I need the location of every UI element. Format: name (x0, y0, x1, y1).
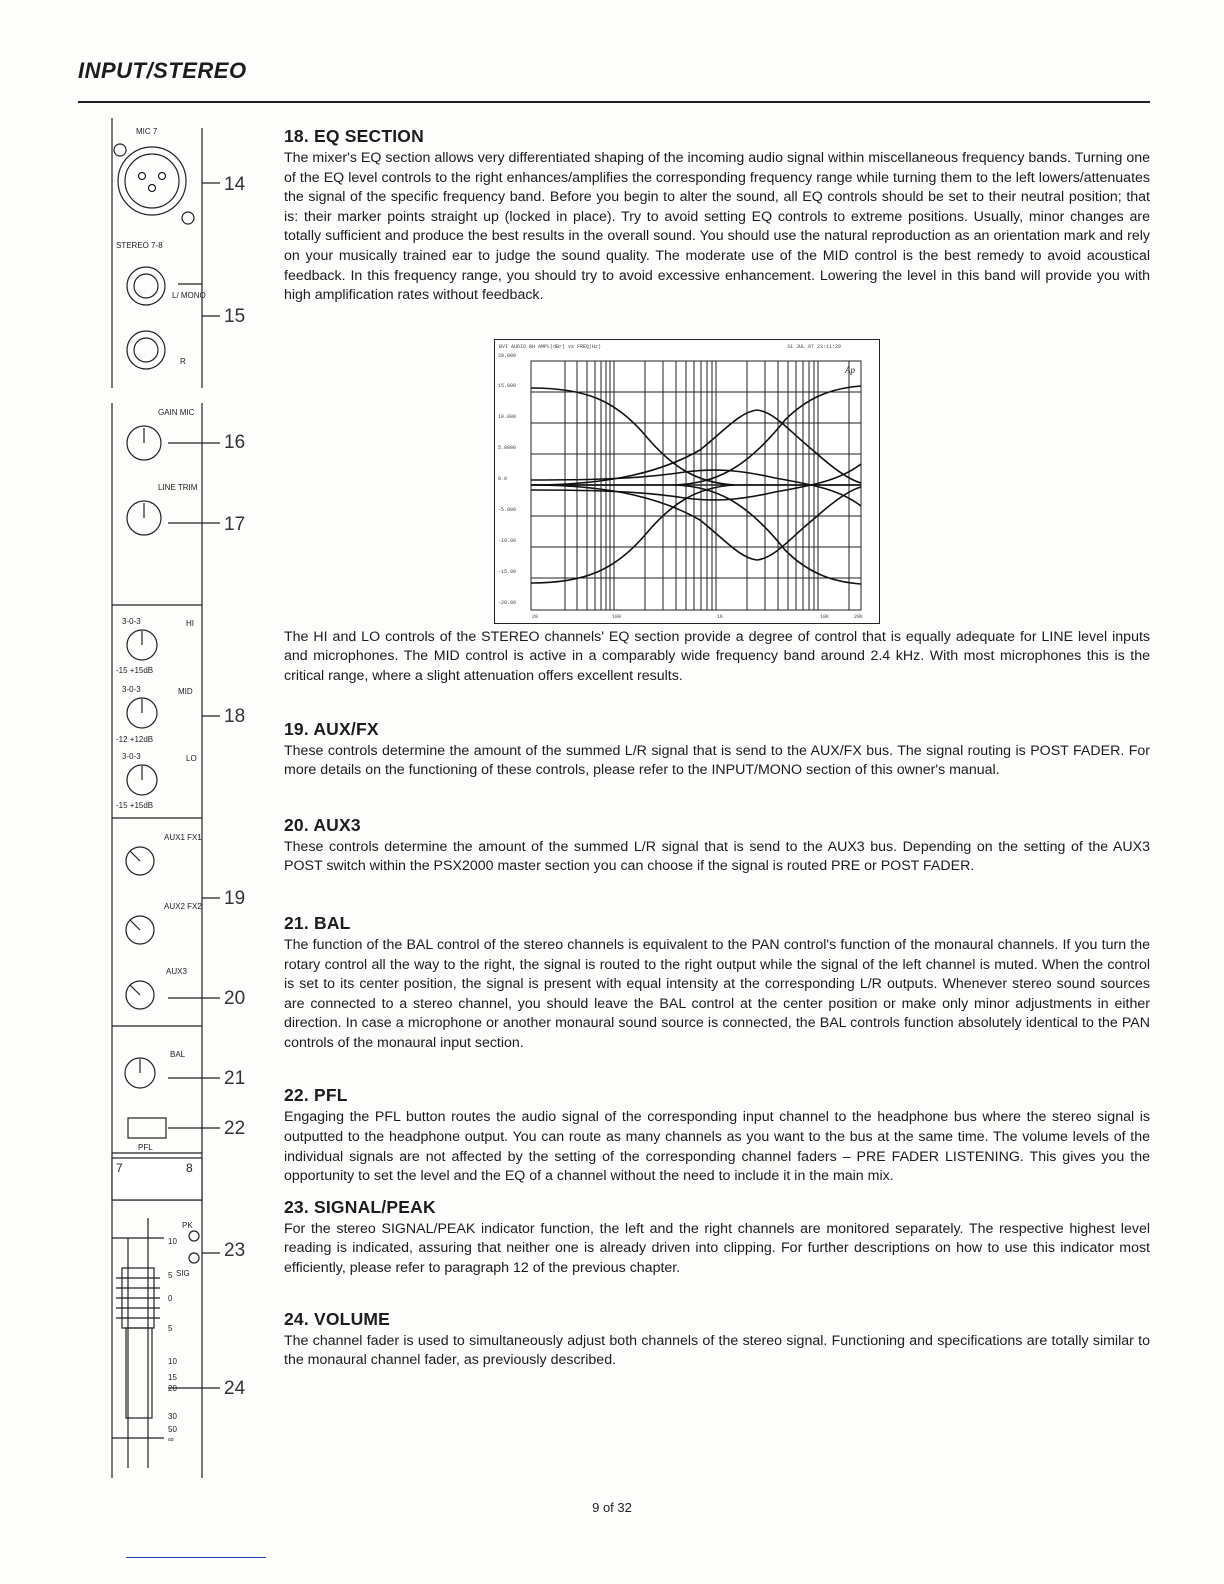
section-aux3-body: These controls determine the amount of the summed L/R signal that is send to the AUX3 bus. Depending on the setting of the AUX3 POST switch within the PSX2000 master section you can choose if the signal is routed PRE or POST FADER. (284, 838, 1150, 875)
section-signal-peak-body: For the stereo SIGNAL/PEAK indicator function, the left and the right channels are monitored separately. The respective highest level reading is indicated, assuring that neither one is already driven into clipping. For further descriptions on how to use this indicator most efficiently, please refer to paragraph 12 of the previous chapter. (284, 1220, 1150, 1277)
strip-mic-label: MIC 7 (136, 127, 158, 136)
callout-19: 19 (224, 888, 246, 909)
section-volume-body: The channel fader is used to simultaneously adjust both channels of the stereo signal. Functioning and specifications are totally similar to the monaural channel fader, as previously described. (284, 1332, 1150, 1369)
graph-xtick-1k: 1k (717, 614, 724, 620)
section-aux3-heading: 20. AUX3 (284, 814, 361, 835)
section-aux-fx-body: These controls determine the amount of the summed L/R signal that is send to the AUX/FX bus. The signal routing is POST FADER. For more details on the functioning of these controls, please refer to the INPUT/MONO section of this owner's manual. (284, 742, 1150, 779)
strip-hi-label: HI (186, 619, 194, 628)
section-bal (284, 913, 1150, 1054)
strip-l-mono-label: L/ MONO (172, 291, 206, 300)
strip-eq-range-lo: -15 +15dB (116, 801, 154, 810)
callout-22: 22 (224, 1118, 246, 1139)
page-header-title: INPUT/STEREO (78, 58, 247, 83)
fader-tick-30: 30 (168, 1412, 177, 1421)
strip-sig-label: SIG (176, 1269, 190, 1278)
callout-21: 21 (224, 1068, 246, 1089)
section-eq-continued-body: The HI and LO controls of the STEREO channels' EQ section provide a degree of control that is equally adequate for LINE level inputs and microphones. The MID control is active in a comparably wide frequency band around 2.4 kHz. With most microphones this is the critical range, where a slight attenuation offers excellent results. (284, 628, 1150, 684)
section-signal-peak-heading: 23. SIGNAL/PEAK (284, 1196, 436, 1217)
strip-eq-scale-lo: 3-0-3 (122, 752, 141, 761)
callout-17: 17 (224, 514, 246, 535)
graph-xtick-20: 20 (532, 614, 539, 620)
fader-tick-inf: ∞ (168, 1435, 174, 1444)
channel-strip-illustration (108, 118, 230, 1498)
strip-r-label: R (180, 357, 186, 366)
page-number: 9 of 32 (592, 1500, 632, 1515)
section-eq-heading: 18. EQ SECTION (284, 126, 424, 146)
graph-ytick-5: 5.0000 (498, 445, 517, 451)
strip-gain-label: GAIN MIC (158, 408, 195, 417)
strip-mid-label: MID (178, 687, 193, 696)
section-pfl-heading: 22. PFL (284, 1085, 348, 1106)
section-aux3 (284, 815, 1150, 877)
section-pfl-body: Engaging the PFL button routes the audio signal of the corresponding input channel to the headphone bus where the stereo signal is outputted to the headphone output. You can route as many channels as you want to the bus at the same time. The volume levels of the individual signals are not affected by the setting of the corresponding channel faders – PRE FADER LISTENING. This gives you the opportunity to set the level and the EQ of a channel without the need to include it in the main mix. (284, 1109, 1150, 1185)
strip-eq-scale-hi: 3-0-3 (122, 617, 141, 626)
section-eq-continued (284, 628, 1150, 687)
strip-channel-right: 8 (186, 1161, 193, 1175)
section-eq (284, 126, 1150, 306)
graph-ytick-20: 20.000 (498, 353, 517, 359)
graph-ytick-0: 0.0 (498, 476, 508, 482)
section-signal-peak (284, 1197, 1150, 1279)
graph-xtick-10k: 10k (820, 614, 830, 620)
graph-ytick-m15: -15.00 (498, 569, 517, 575)
callout-14: 14 (224, 174, 246, 195)
graph-ytick-m20: -20.00 (498, 600, 517, 606)
eq-response-graph (494, 339, 880, 624)
callout-18: 18 (224, 706, 246, 727)
fader-tick-0: 0 (168, 1294, 173, 1303)
strip-stereo-label: STEREO 7-8 (116, 241, 163, 250)
section-eq-body: The mixer's EQ section allows very differentiated shaping of the incoming audio signal within miscellaneous frequency bands. Turning one of the EQ level controls to the right enhances/amplifies the corresponding frequency range while turning them to the left lowers/attenuates the signal of the specific frequency band. Before you begin to alter the sound, all EQ controls should be set to their neutral position; that is: their marker points straight up (locked in place). Try to avoid setting EQ controls to extreme positions. Usually, minor changes are totally sufficient and produce the best results in the overall sound. You should use the natural reproduction as an orientation mark and rely on your musically trained ear to judge the sound quality. The moderate use of the MID control is the best remedy to avoid acoustical feedback. In this frequency range, you should try to avoid excessive enhancement. Lowering the level in this band will provide you with high amplification rates without feedback. (284, 150, 1150, 304)
strip-bal-label: BAL (170, 1050, 186, 1059)
strip-eq-scale-mid: 3-0-3 (122, 685, 141, 694)
graph-ap-logo: Ap (845, 365, 855, 375)
callout-20: 20 (224, 988, 246, 1009)
fader-tick-10-top: 10 (168, 1237, 177, 1246)
section-bal-body: The function of the BAL control of the stereo channels is equivalent to the PAN control's function of the monaural channels. If you turn the rotary control all the way to the right, the signal is routed to the right output while the signal of the left channel is muted. When the control is set to its center position, the signal is present with equal intensity at the corresponding L/R outputs. Whenever stereo sound sources are connected to a stereo channel, you should leave the BAL control at the center position or make only minor adjustments in either direction. In case a microphone or another monaural sound source is connected, the BAL controls function absolutely identical to the PAN controls of the monaural input section. (284, 936, 1150, 1051)
fader-tick-5-top: 5 (168, 1271, 173, 1280)
manual-text (284, 126, 1150, 1371)
graph-xtick-100: 100 (612, 614, 622, 620)
graph-ytick-10: 10.000 (498, 414, 517, 420)
graph-header-right: 31 JUL 97 23:11:29 (787, 344, 842, 350)
fader-tick-15: 15 (168, 1373, 177, 1382)
callout-16: 16 (224, 432, 246, 453)
strip-aux1-label: AUX1 FX1 (164, 833, 202, 842)
bottom-edge-line (126, 1557, 266, 1558)
callout-15: 15 (224, 306, 246, 327)
graph-xtick-20k: 20k (854, 614, 864, 620)
strip-aux2-label: AUX2 FX2 (164, 902, 202, 911)
strip-aux3-label: AUX3 (166, 967, 187, 976)
callout-24: 24 (224, 1378, 246, 1399)
graph-header-left: BVI AUDIO BH AMPL(dBr) vs FREQ(Hz) (499, 344, 602, 350)
callout-23: 23 (224, 1240, 246, 1261)
graph-ytick-m10: -10.00 (498, 538, 517, 544)
strip-line-trim-label: LINE TRIM (158, 483, 198, 492)
strip-channel-left: 7 (116, 1161, 123, 1175)
section-aux-fx (284, 719, 1150, 781)
fader-tick-50: 50 (168, 1425, 177, 1434)
fader-tick-10: 10 (168, 1357, 177, 1366)
section-volume-heading: 24. VOLUME (284, 1308, 391, 1329)
fader-tick-20: 20 (168, 1384, 177, 1393)
graph-ytick-15: 15.000 (498, 383, 517, 389)
strip-pk-label: PK (182, 1221, 193, 1230)
strip-mid-range: -12 +12dB (116, 735, 154, 744)
section-volume (284, 1309, 1150, 1371)
section-aux-fx-heading: 19. AUX/FX (284, 718, 379, 739)
fader-tick-5: 5 (168, 1324, 173, 1333)
graph-ytick-m5: -5.000 (498, 507, 517, 513)
section-bal-heading: 21. BAL (284, 912, 351, 933)
header-divider (78, 101, 1150, 103)
strip-lo-label: LO (186, 754, 197, 763)
strip-pfl-label: PFL (138, 1143, 153, 1152)
section-pfl (284, 1085, 1150, 1186)
strip-eq-range-hi: -15 +15dB (116, 666, 154, 675)
